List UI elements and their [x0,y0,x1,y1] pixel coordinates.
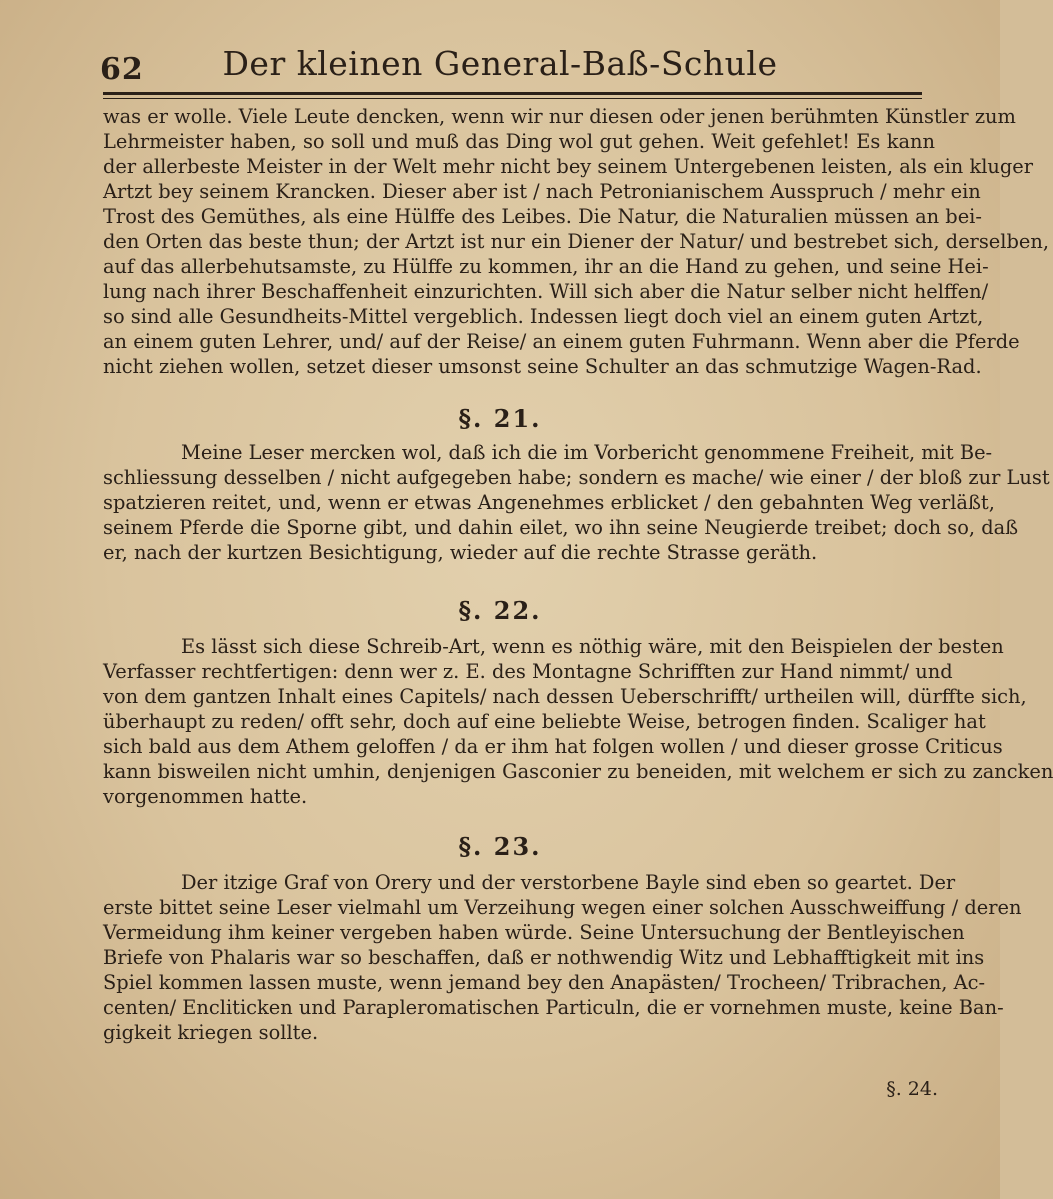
section-23-text [103,870,1022,1045]
text-line: vorgenommen hatte. [103,785,308,808]
text-line: seinem Pferde die Sporne gibt, und dahin eilet, wo ihn seine Neugierde treibet; doch so, daß [103,516,1019,539]
paragraph-continuation [103,104,1049,379]
text-line: lung nach ihrer Beschaffenheit einzurichten. Will sich aber die Natur selber nicht helffen/ [103,280,989,303]
text-line: spatzieren reitet, und, wenn er etwas Angenehmes erblicket / den gebahnten Weg verläßt, [103,491,995,514]
text-line: Verfasser rechtfertigen: denn wer z. E. des Montagne Schrifften zur Hand nimmt/ und [103,660,953,683]
section-heading-22: §. 22. [458,596,542,625]
catchword: §. 24. [886,1078,938,1100]
text-line: Trost des Gemüthes, als eine Hülffe des Leibes. Die Natur, die Naturalien müssen an bei- [103,205,982,228]
text-line: gigkeit kriegen sollte. [103,1021,319,1044]
text-line: von dem gantzen Inhalt eines Capitels/ nach dessen Ueberschrifft/ urtheilen will, dürffte sich, [103,685,1027,708]
text-line: schliessung desselben / nicht aufgegeben habe; sondern es mache/ wie einer / der bloß zur Lust [103,466,1050,489]
section-21-text [103,440,1050,565]
text-line: er, nach der kurtzen Besichtigung, wieder auf die rechte Strasse geräth. [103,541,818,564]
text-line: Der itzige Graf von Orery und der verstorbene Bayle sind eben so geartet. Der [181,871,956,894]
text-line: überhaupt zu reden/ offt sehr, doch auf eine beliebte Weise, betrogen finden. Scaliger hat [103,710,986,733]
text-line: der allerbeste Meister in der Welt mehr nicht bey seinem Untergebenen leisten, als ein kluger [103,155,1034,178]
text-line: auf das allerbehutsamste, zu Hülffe zu kommen, ihr an die Hand zu gehen, und seine Hei- [103,255,989,278]
text-line: was er wolle. Viele Leute dencken, wenn wir nur diesen oder jenen berühmten Künstler zum [103,105,1016,128]
text-line: nicht ziehen wollen, setzet dieser umsonst seine Schulter an das schmutzige Wagen-Rad. [103,355,982,378]
header-rule [103,92,922,99]
text-line: Artzt bey seinem Krancken. Dieser aber ist / nach Petronianischem Ausspruch / mehr ein [103,180,981,203]
text-line: erste bittet seine Leser vielmahl um Verzeihung wegen einer solchen Ausschweiffung / deren [103,896,1022,919]
text-line: an einem guten Lehrer, und/ auf der Reise/ an einem guten Fuhrmann. Wenn aber die Pferde [103,330,1020,353]
text-line: Vermeidung ihm keiner vergeben haben würde. Seine Untersuchung der Bentleyischen [103,921,965,944]
text-line: Briefe von Phalaris war so beschaffen, daß er nothwendig Witz und Lebhafftigkeit mit ins [103,946,985,969]
page-number: 62 [100,52,144,87]
text-line: sich bald aus dem Athem geloffen / da er ihm hat folgen wollen / und dieser grosse Criticus [103,735,1003,758]
text-line: Meine Leser mercken wol, daß ich die im Vorbericht genommene Freiheit, mit Be- [181,441,993,464]
running-head: Der kleinen General-Baß-Schule [222,44,778,83]
section-heading-23: §. 23. [458,832,542,861]
section-heading-21: §. 21. [458,404,542,433]
text-line: Spiel kommen lassen muste, wenn jemand bey den Anapästen/ Trocheen/ Tribrachen, Ac- [103,971,986,994]
text-line: centen/ Encliticken und Parapleromatischen Particuln, die er vornehmen muste, keine Ban- [103,996,1004,1019]
section-22-text [103,634,1053,809]
text-line: den Orten das beste thun; der Artzt ist nur ein Diener der Natur/ und bestrebet sich, derselben, [103,230,1049,253]
text-line: Lehrmeister haben, so soll und muß das Ding wol gut gehen. Weit gefehlet! Es kann [103,130,935,153]
text-line: kann bisweilen nicht umhin, denjenigen Gasconier zu beneiden, mit welchem er sich zu zancken [103,760,1053,783]
text-line: Es lässt sich diese Schreib-Art, wenn es nöthig wäre, mit den Beispielen der besten [181,635,1004,658]
text-line: so sind alle Gesundheits-Mittel vergeblich. Indessen liegt doch viel an einem guten Artzt, [103,305,984,328]
